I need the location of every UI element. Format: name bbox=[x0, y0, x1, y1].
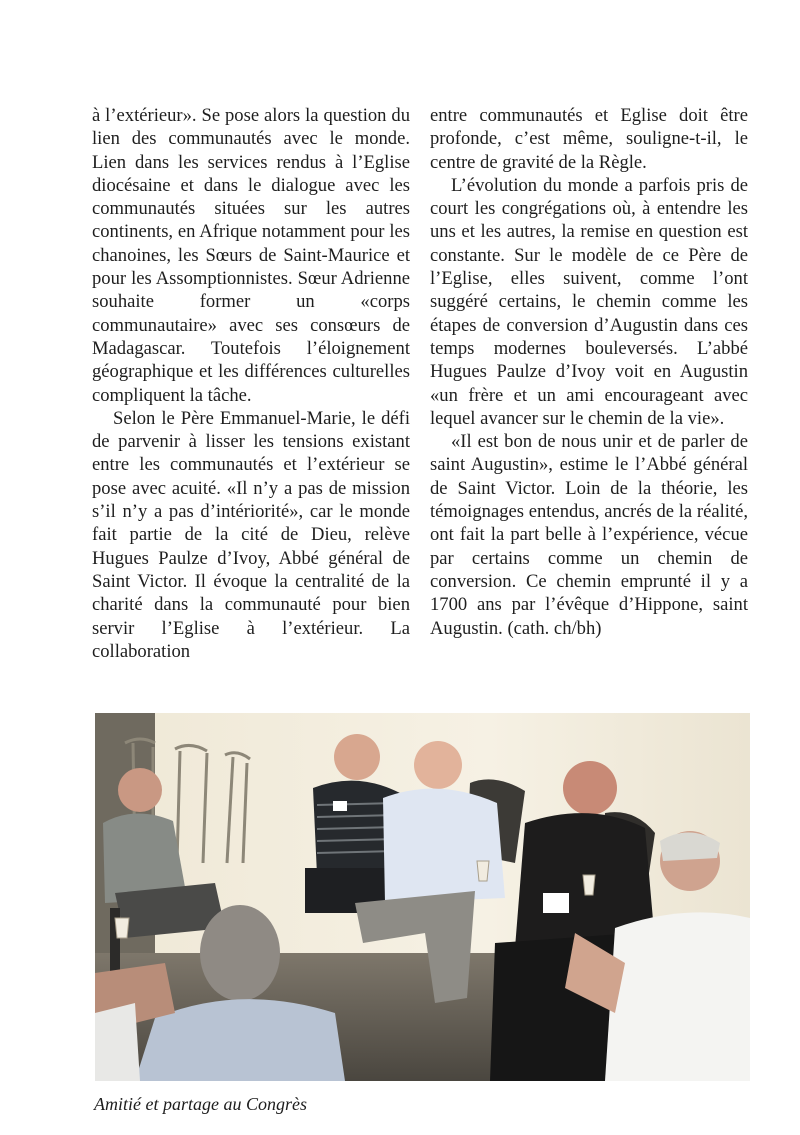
paragraph: Selon le Père Emmanuel-Marie, le défi de parvenir à lisser les tensions existant entre les communautés et l’extérieur se pose avec acuité. «Il n’y a pas de mission s’il n’y a pas d’intériorité», car le monde fait partie de la cité de Dieu, relève Hugues Paulze d’Ivoy, Abbé général de Saint Victor. Il évoque la centralité de la charité dans la communauté pour bien servir l’Eglise à l’extérieur. La collaboration bbox=[92, 407, 410, 662]
left-column bbox=[92, 104, 410, 663]
group-photo bbox=[95, 713, 750, 1081]
paragraph: L’évolution du monde a parfois pris de court les congrégations où, à entendre les uns et les autres, la remise en question est constante. Sur le modèle de ce Père de l’Eglise, elles suivent, comme l’ont suggéré certains, le chemin comme les étapes de conversion d’Augustin dans ces temps modernes bouleversés. L’abbé Hugues Paulze d’Ivoy voit en Augustin «un frère et un ami encourageant avec lequel avancer sur le chemin de la vie». bbox=[430, 174, 748, 429]
photo-caption: Amitié et partage au Congrès bbox=[94, 1094, 307, 1114]
paragraph: «Il est bon de nous unir et de parler de saint Augustin», estime le l’Abbé général de Saint Victor. Loin de la théorie, les témoignages entendus, ancrés de la réalité, ont fait la part belle à l’expérience, vécue par certains comme un chemin de conversion. Ce chemin emprunté il y a 1700 ans par l’évêque d’Hippone, saint Augustin. (cath. ch/bh) bbox=[430, 431, 748, 639]
right-column bbox=[430, 104, 748, 640]
paragraph: entre communautés et Eglise doit être profonde, c’est même, souligne-t-il, le centre de gravité de la Règle. bbox=[430, 105, 748, 173]
paragraph: à l’extérieur». Se pose alors la question du lien des communautés avec le monde. Lien dans les services rendus à l’Eglise diocésaine et dans le dialogue avec les communautés situées sur les autres continents, en Afrique notamment pour les chanoines, les Sœurs de Saint-Maurice et pour les Assomptionnistes. Sœur Adrienne souhaite former un «corps communautaire» avec ses consœurs de Madagascar. Toutefois l’éloignement géographique et les différences culturelles compliquent la tâche. bbox=[92, 105, 410, 406]
